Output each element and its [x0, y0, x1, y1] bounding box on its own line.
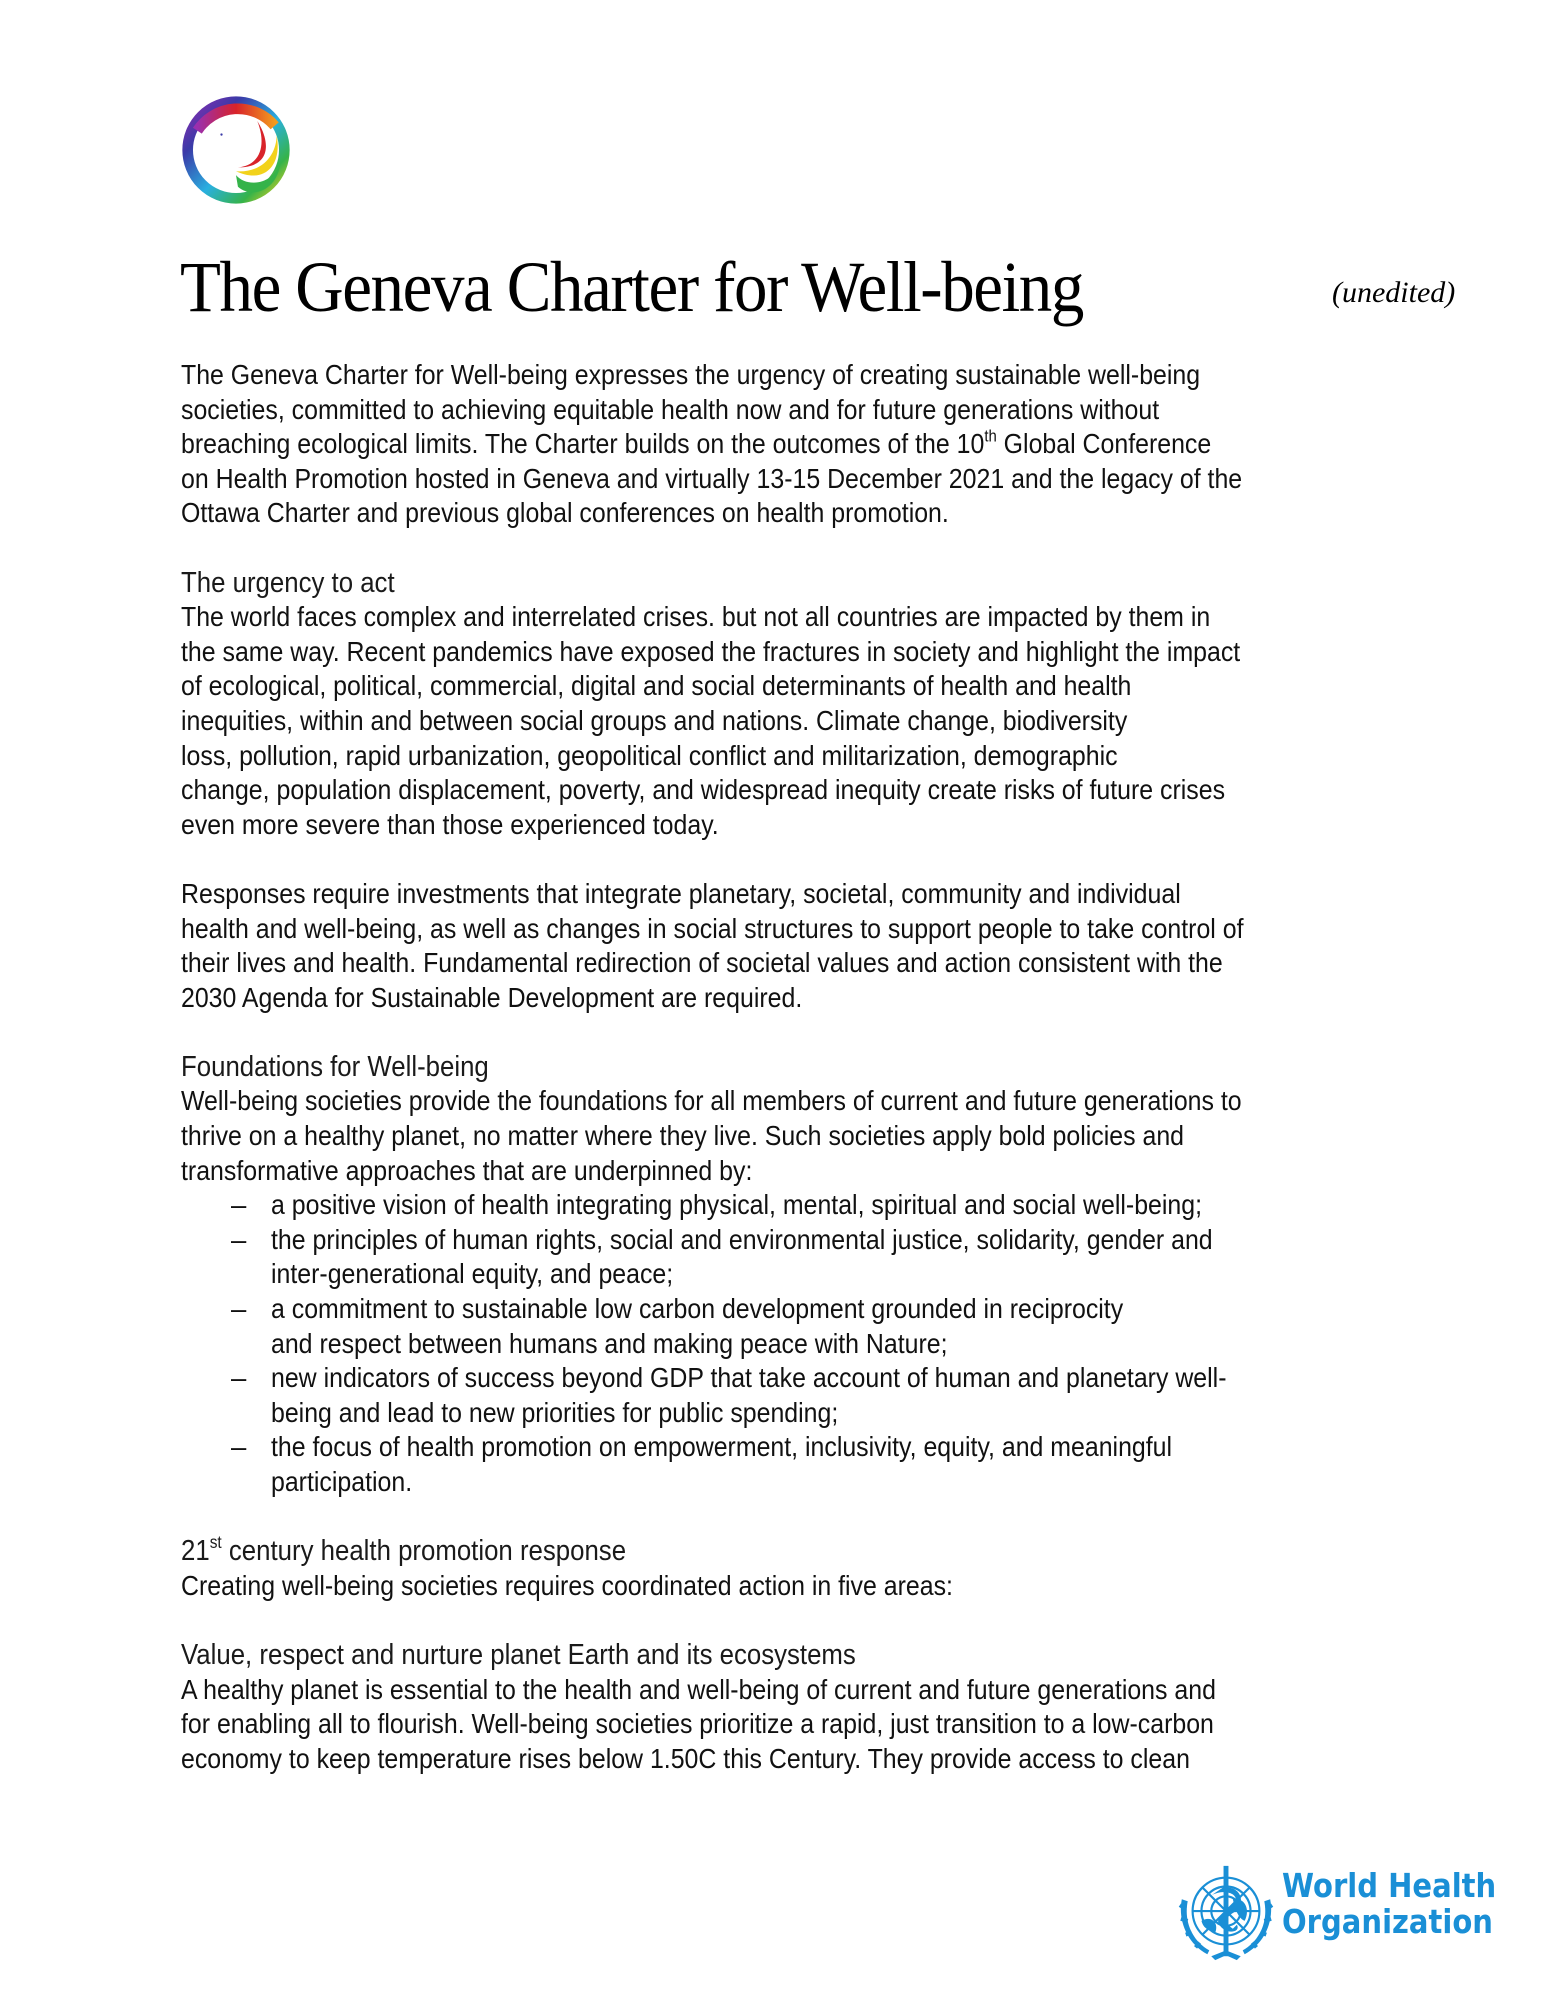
list-item-text: a positive vision of health integrating physical, mental, spiritual and social well-being; — [271, 1189, 1203, 1221]
paragraph-line: Responses require investments that integrate planetary, societal, community and individual — [181, 877, 1181, 909]
list-item — [181, 1292, 1421, 1327]
list-item — [181, 1430, 1421, 1465]
document-body — [181, 358, 1421, 1776]
section-foundations — [181, 1050, 1421, 1500]
section-heading — [181, 1534, 1303, 1569]
list-item-text: participation. — [271, 1466, 413, 1497]
paragraph-line: transformative approaches that are underpinned by: — [181, 1154, 753, 1186]
paragraph-line: of ecological, political, commercial, digital and social determinants of health and health — [181, 670, 1132, 702]
list-item-continuation — [181, 1257, 1421, 1292]
title-note: (unedited) — [1332, 276, 1456, 309]
list-item-text: the principles of human rights, social and environmental justice, solidarity, gender and — [271, 1223, 1213, 1255]
paragraph-line: for enabling all to flourish. Well-being societies prioritize a rapid, just transition to a low-carbon — [181, 1708, 1214, 1740]
list-item — [181, 1223, 1421, 1258]
intro-line — [181, 427, 1303, 462]
list-item-continuation — [181, 1465, 1421, 1500]
paragraph-line: Well-being societies provide the foundations for all members of current and future generations to — [181, 1085, 1242, 1117]
document-title: The Geneva Charter for Well-being — [180, 247, 1083, 327]
who-logo — [1172, 1860, 1497, 1970]
intro-line-part: Global Conference — [996, 428, 1212, 460]
conference-logo-icon — [178, 92, 294, 208]
dash-bullet: – — [231, 1431, 247, 1463]
who-wordmark — [1282, 1868, 1496, 1940]
list-item-text: inter-generational equity, and peace; — [271, 1258, 674, 1290]
intro-line: Ottawa Charter and previous global conferences on health promotion. — [181, 497, 949, 529]
intro-line: on Health Promotion hosted in Geneva and virtually 13-15 December 2021 and the legacy of the — [181, 462, 1243, 494]
dash-bullet: – — [231, 1189, 247, 1221]
dash-bullet: – — [231, 1223, 247, 1255]
foundations-list — [181, 1188, 1421, 1499]
list-item-continuation — [181, 1327, 1421, 1362]
list-item-text: a commitment to sustainable low carbon development grounded in reciprocity — [271, 1293, 1124, 1325]
paragraph-line: 2030 Agenda for Sustainable Development are required. — [181, 981, 803, 1013]
who-name-line1: World Health — [1282, 1866, 1497, 1905]
paragraph-line: change, population displacement, poverty, and widespread inequity create risks of future crises — [181, 774, 1226, 806]
paragraph-line: their lives and health. Fundamental redirection of societal values and action consistent with the — [181, 947, 1223, 979]
dash-bullet: – — [231, 1293, 247, 1325]
paragraph-line: thrive on a healthy planet, no matter where they live. Such societies apply bold policies and — [181, 1120, 1185, 1152]
heading-part: 21 — [181, 1535, 210, 1568]
list-item-text: new indicators of success beyond GDP that take account of human and planetary well- — [271, 1362, 1227, 1394]
paragraph-line: economy to keep temperature rises below 1.50C this Century. They provide access to clean — [181, 1742, 1190, 1774]
who-name-line2: Organization — [1282, 1902, 1493, 1941]
section-planet — [181, 1638, 1421, 1776]
list-item-text: and respect between humans and making peace with Nature; — [271, 1327, 948, 1359]
ordinal-suffix: th — [984, 427, 997, 446]
list-item-text: the focus of health promotion on empowerment, inclusivity, equity, and meaningful — [271, 1431, 1173, 1463]
ordinal-suffix: st — [209, 1533, 222, 1553]
paragraph-line: health and well-being, as well as changes in social structures to support people to take control of — [181, 912, 1244, 944]
section-response — [181, 1534, 1421, 1603]
section-heading: The urgency to act — [181, 566, 395, 599]
paragraph-line: inequities, within and between social groups and nations. Climate change, biodiversity — [181, 704, 1128, 736]
intro-line-part: breaching ecological limits. The Charter builds on the outcomes of the 10 — [181, 428, 985, 460]
paragraph-line: even more severe than those experienced today. — [181, 808, 719, 840]
paragraph-line: Creating well-being societies requires coordinated action in five areas: — [181, 1569, 953, 1601]
list-item — [181, 1361, 1421, 1396]
heading-part: century health promotion response — [221, 1535, 627, 1568]
section-urgency — [181, 566, 1421, 1016]
section-heading: Foundations for Well-being — [181, 1050, 489, 1083]
paragraph-line: loss, pollution, rapid urbanization, geopolitical conflict and militarization, demographic — [181, 739, 1118, 771]
paragraph-line: The world faces complex and interrelated crises. but not all countries are impacted by them in — [181, 601, 1211, 633]
paragraph-line: the same way. Recent pandemics have exposed the fractures in society and highlight the impact — [181, 635, 1241, 667]
list-item — [181, 1188, 1421, 1223]
intro-line: The Geneva Charter for Well-being expresses the urgency of creating sustainable well-being — [181, 359, 1201, 390]
who-emblem-icon — [1172, 1860, 1280, 1968]
title-row — [180, 246, 1456, 329]
intro-paragraph — [181, 358, 1421, 531]
section-heading: Value, respect and nurture planet Earth and its ecosystems — [181, 1638, 856, 1671]
paragraph-line: A healthy planet is essential to the health and well-being of current and future generations and — [181, 1673, 1216, 1705]
dash-bullet: – — [231, 1362, 247, 1394]
list-item-continuation — [181, 1396, 1421, 1431]
intro-line: societies, committed to achieving equitable health now and for future generations without — [181, 393, 1160, 425]
list-item-text: being and lead to new priorities for public spending; — [271, 1396, 839, 1428]
